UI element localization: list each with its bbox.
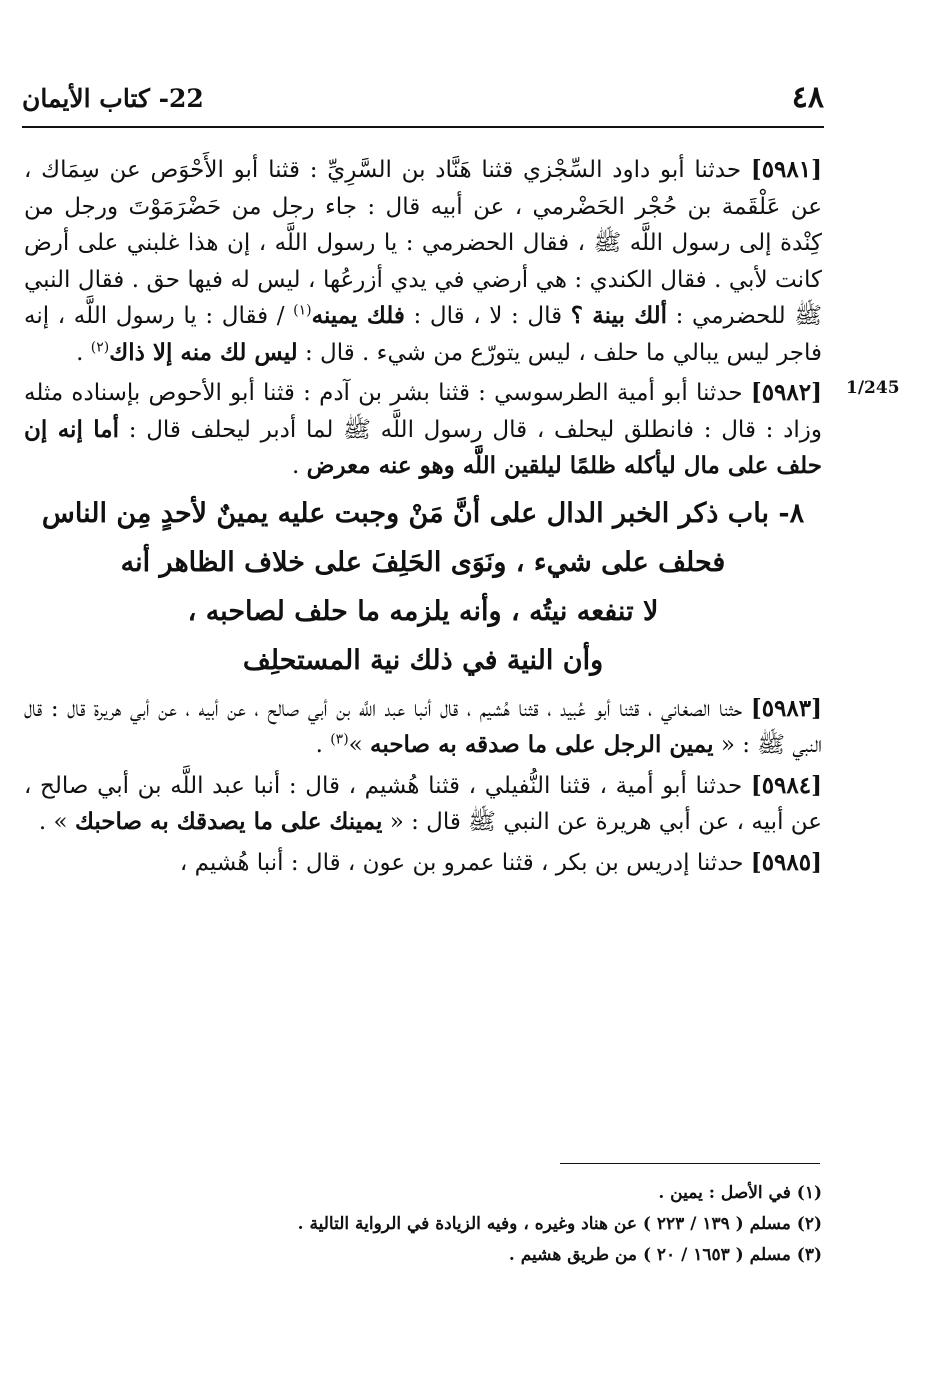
- bold-phrase: يمينك على ما يصدقك به صاحبك: [74, 808, 383, 835]
- hadith-text: .: [292, 453, 300, 479]
- footnote: (١) في الأصل : يمين .: [658, 1183, 822, 1203]
- bold-phrase: أما إنه إن حلف على مال ليأكله ظلمًا ليلقين اللَّه وهو عنه معرض: [24, 415, 822, 479]
- header-rule: [22, 126, 824, 128]
- margin-note: 1/245: [846, 378, 900, 398]
- bold-phrase: ألك بينة ؟: [570, 302, 668, 329]
- hadith-number: [٥٩٨٢]: [750, 379, 823, 406]
- footnote-ref: (٢): [90, 338, 110, 355]
- hadith-number: [٥٩٨٣]: [750, 694, 823, 722]
- footnote-ref: (٣): [330, 731, 349, 748]
- bold-phrase: ليس لك منه إلا ذاك: [109, 338, 298, 366]
- hadith-number: [٥٩٨١]: [750, 156, 823, 183]
- hadith-paragraph: [24, 768, 822, 841]
- chapter-heading-line: لا تنفعه نيتُه ، وأنه يلزمه ما حلف لصاحبه ،: [187, 595, 659, 627]
- footnote: (٢) مسلم ( ١٣٩ / ٢٢٣ ) عن هناد وغيره ، وفيه الزيادة في الرواية التالية .: [297, 1214, 822, 1234]
- chapter-heading-line: ٨- باب ذكر الخبر الدال على أنَّ مَنْ وجبت عليه يمينٌ لأحدٍ مِن الناس: [41, 497, 805, 529]
- chapter-heading-line: فحلف على شيء ، ونَوَى الحَلِفَ على خلاف الظاهر أنه: [120, 546, 726, 578]
- hadith-number: [٥٩٨٤]: [750, 771, 823, 799]
- hadith-text: .: [76, 339, 84, 366]
- footnote: (٣) مسلم ( ١٦٥٣ / ٢٠ ) من طريق هشيم .: [508, 1245, 822, 1265]
- main-text: [24, 152, 822, 885]
- page-header: [22, 78, 824, 118]
- hadith-paragraph: [24, 691, 822, 764]
- hadith-paragraph: [24, 375, 822, 485]
- bold-phrase: فلك يمينه: [311, 302, 405, 329]
- running-title: 22- كتاب الأيمان: [22, 84, 204, 113]
- hadith-paragraph: [24, 152, 822, 371]
- hadith-text: حدثنا أبو داود السِّجْزي قثنا هَنَّاد بن السَّرِيِّ : قثنا أبو الأَحْوَص عن سِمَاك ، عن عَلْقَمة بن حُجْر الحَضْرمي ، عن أبيه قال : جاء رجل من حَضْرَمَوْتَ ورجل من كِنْدة إلى رسول اللَّه ﷺ ، فقال الحضرمي : يا رسول اللَّه ، إن هذا غلبني على أرض كانت لأبي . فقال الكندي : هي أرضي في يدي أزرعُها ، ليس له فيها حق . فقال النبي ﷺ للحضرمي :: [24, 157, 823, 329]
- hadith-text: .: [315, 732, 323, 758]
- footnotes: [24, 1178, 822, 1271]
- footnote-rule: [560, 1163, 820, 1164]
- chapter-heading-line: وأن النية في ذلك نية المستحلِف: [242, 644, 604, 676]
- footnote-ref: (١): [293, 302, 312, 319]
- hadith-text: حدثنا إدريس بن بكر ، قثنا عمرو بن عون ، قال : أنبا هُشيم ،: [179, 849, 744, 876]
- hadith-text: حثنا الصغاني ، قثنا أبو عُبيد ، قثنا هُشيم ، قال أنبا عبد اللَّه بن أبي صالح ، عن أبيه ، عن أبي هريرة قال : قال النبي ﷺ : «: [24, 695, 822, 758]
- chapter-heading: [24, 489, 822, 685]
- page-number: ٤٨: [791, 80, 824, 115]
- hadith-paragraph: [24, 845, 822, 882]
- hadith-number: [٥٩٨٥]: [750, 848, 822, 876]
- hadith-text: » .: [38, 809, 68, 835]
- hadith-text: / فقال : يا رسول اللَّه ، إنه فاجر ليس يبالي ما حلف ، ليس يتورّع من شيء . قال :: [24, 303, 822, 366]
- hadith-text: حدثنا أبو أمية ، قثنا النُّفيلي ، قثنا هُشيم ، قال : أنبا عبد اللَّه بن أبي صالح ، عن أبيه ، عن أبي هريرة عن النبي ﷺ قال : «: [24, 772, 822, 835]
- hadith-text: »: [348, 732, 363, 758]
- hadith-text: قال : لا ، قال :: [413, 303, 563, 329]
- hadith-text: حدثنا أبو أمية الطرسوسي : قثنا بشر بن آدم : قثنا أبو الأحوص بإسناده مثله وزاد : قال : فانطلق ليحلف ، قال رسول اللَّه ﷺ لما أدبر ليحلف قال :: [24, 380, 822, 443]
- bold-phrase: يمين الرجل على ما صدقه به صاحبه: [370, 731, 714, 758]
